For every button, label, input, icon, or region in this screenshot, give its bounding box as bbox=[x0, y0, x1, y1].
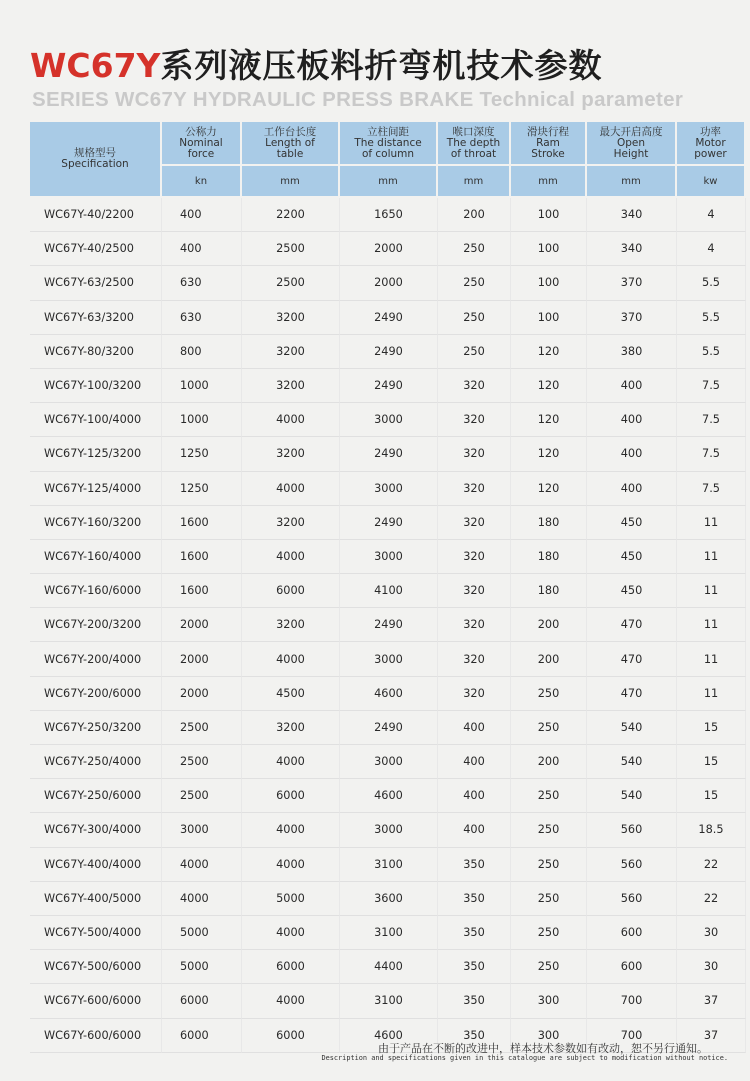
value-cell: 370 bbox=[587, 301, 677, 335]
value-cell: 320 bbox=[438, 574, 511, 608]
model-cell: WC67Y-250/4000 bbox=[30, 745, 162, 779]
value-cell: 350 bbox=[438, 916, 511, 950]
value-cell: 18.5 bbox=[677, 813, 746, 847]
model-cell: WC67Y-500/6000 bbox=[30, 950, 162, 984]
value-cell: 6000 bbox=[242, 779, 340, 813]
value-cell: 1000 bbox=[162, 403, 242, 437]
model-cell: WC67Y-40/2500 bbox=[30, 232, 162, 266]
value-cell: 320 bbox=[438, 642, 511, 676]
page-title bbox=[30, 40, 602, 87]
table-row bbox=[30, 916, 746, 950]
value-cell: 100 bbox=[511, 232, 587, 266]
value-cell: 300 bbox=[511, 1019, 587, 1053]
header-column bbox=[242, 122, 340, 166]
value-cell: 100 bbox=[511, 266, 587, 300]
header-label-en1: Nominal bbox=[179, 136, 223, 149]
table-header bbox=[30, 122, 746, 198]
model-cell: WC67Y-200/3200 bbox=[30, 608, 162, 642]
value-cell: 120 bbox=[511, 403, 587, 437]
value-cell: 7.5 bbox=[677, 369, 746, 403]
table-row bbox=[30, 232, 746, 266]
value-cell: 180 bbox=[511, 540, 587, 574]
value-cell: 11 bbox=[677, 677, 746, 711]
header-specification bbox=[30, 122, 162, 198]
value-cell: 320 bbox=[438, 437, 511, 471]
value-cell: 6000 bbox=[162, 1019, 242, 1053]
value-cell: 4000 bbox=[242, 642, 340, 676]
header-column bbox=[438, 122, 511, 166]
value-cell: 400 bbox=[587, 403, 677, 437]
header-unit: mm bbox=[340, 166, 438, 198]
value-cell: 4 bbox=[677, 198, 746, 232]
value-cell: 540 bbox=[587, 745, 677, 779]
value-cell: 1250 bbox=[162, 472, 242, 506]
title-model: WC67Y bbox=[30, 46, 161, 85]
value-cell: 600 bbox=[587, 950, 677, 984]
header-label-en1: The depth bbox=[446, 136, 501, 149]
header-unit: mm bbox=[438, 166, 511, 198]
value-cell: 250 bbox=[511, 677, 587, 711]
value-cell: 180 bbox=[511, 574, 587, 608]
value-cell: 4000 bbox=[242, 813, 340, 847]
table-row bbox=[30, 711, 746, 745]
header-label-en2: Height bbox=[613, 147, 649, 160]
value-cell: 350 bbox=[438, 1019, 511, 1053]
value-cell: 400 bbox=[587, 472, 677, 506]
header-label-en1: The distance bbox=[354, 136, 422, 149]
value-cell: 2490 bbox=[340, 369, 438, 403]
value-cell: 350 bbox=[438, 984, 511, 1018]
value-cell: 400 bbox=[438, 779, 511, 813]
value-cell: 3200 bbox=[242, 301, 340, 335]
table-row bbox=[30, 677, 746, 711]
value-cell: 120 bbox=[511, 335, 587, 369]
header-label-en: Specification bbox=[61, 158, 129, 170]
model-cell: WC67Y-250/3200 bbox=[30, 711, 162, 745]
value-cell: 37 bbox=[677, 984, 746, 1018]
value-cell: 450 bbox=[587, 540, 677, 574]
value-cell: 7.5 bbox=[677, 403, 746, 437]
value-cell: 30 bbox=[677, 916, 746, 950]
table-row bbox=[30, 506, 746, 540]
value-cell: 100 bbox=[511, 301, 587, 335]
value-cell: 5000 bbox=[162, 950, 242, 984]
value-cell: 320 bbox=[438, 677, 511, 711]
header-label-cn: 滑块行程 bbox=[527, 125, 569, 138]
value-cell: 22 bbox=[677, 882, 746, 916]
header-label-en2: Stroke bbox=[531, 147, 565, 160]
value-cell: 4 bbox=[677, 232, 746, 266]
value-cell: 2500 bbox=[242, 232, 340, 266]
value-cell: 22 bbox=[677, 848, 746, 882]
value-cell: 11 bbox=[677, 574, 746, 608]
value-cell: 3100 bbox=[340, 916, 438, 950]
table-row bbox=[30, 848, 746, 882]
model-cell: WC67Y-200/6000 bbox=[30, 677, 162, 711]
value-cell: 4600 bbox=[340, 677, 438, 711]
header-label-en2: of throat bbox=[450, 147, 497, 160]
value-cell: 560 bbox=[587, 813, 677, 847]
value-cell: 200 bbox=[511, 642, 587, 676]
value-cell: 350 bbox=[438, 848, 511, 882]
header-label-cn: 规格型号 bbox=[74, 147, 116, 159]
value-cell: 560 bbox=[587, 882, 677, 916]
table-row bbox=[30, 472, 746, 506]
table-row bbox=[30, 301, 746, 335]
value-cell: 2000 bbox=[162, 677, 242, 711]
value-cell: 250 bbox=[511, 848, 587, 882]
value-cell: 600 bbox=[587, 916, 677, 950]
value-cell: 320 bbox=[438, 403, 511, 437]
model-cell: WC67Y-125/4000 bbox=[30, 472, 162, 506]
value-cell: 3000 bbox=[340, 403, 438, 437]
value-cell: 250 bbox=[438, 335, 511, 369]
value-cell: 4400 bbox=[340, 950, 438, 984]
value-cell: 4000 bbox=[242, 472, 340, 506]
value-cell: 250 bbox=[511, 711, 587, 745]
value-cell: 3600 bbox=[340, 882, 438, 916]
value-cell: 320 bbox=[438, 540, 511, 574]
value-cell: 4000 bbox=[242, 916, 340, 950]
value-cell: 540 bbox=[587, 711, 677, 745]
header-label-en2: force bbox=[187, 147, 215, 160]
value-cell: 2490 bbox=[340, 506, 438, 540]
value-cell: 2490 bbox=[340, 301, 438, 335]
value-cell: 4000 bbox=[162, 882, 242, 916]
model-cell: WC67Y-400/5000 bbox=[30, 882, 162, 916]
model-cell: WC67Y-40/2200 bbox=[30, 198, 162, 232]
value-cell: 400 bbox=[587, 369, 677, 403]
table-row bbox=[30, 608, 746, 642]
value-cell: 4000 bbox=[162, 848, 242, 882]
model-cell: WC67Y-600/6000 bbox=[30, 984, 162, 1018]
table-row bbox=[30, 403, 746, 437]
table-body bbox=[30, 198, 746, 1053]
value-cell: 4100 bbox=[340, 574, 438, 608]
value-cell: 5000 bbox=[162, 916, 242, 950]
value-cell: 2490 bbox=[340, 711, 438, 745]
value-cell: 2500 bbox=[162, 711, 242, 745]
value-cell: 4600 bbox=[340, 779, 438, 813]
value-cell: 5000 bbox=[242, 882, 340, 916]
value-cell: 560 bbox=[587, 848, 677, 882]
value-cell: 400 bbox=[162, 232, 242, 266]
value-cell: 3200 bbox=[242, 506, 340, 540]
value-cell: 5.5 bbox=[677, 301, 746, 335]
value-cell: 3200 bbox=[242, 711, 340, 745]
header-label-en1: Motor bbox=[695, 136, 726, 149]
value-cell: 3200 bbox=[242, 369, 340, 403]
value-cell: 100 bbox=[511, 198, 587, 232]
header-label-en2: of column bbox=[361, 147, 415, 160]
model-cell: WC67Y-160/4000 bbox=[30, 540, 162, 574]
value-cell: 3200 bbox=[242, 335, 340, 369]
table-row bbox=[30, 266, 746, 300]
value-cell: 320 bbox=[438, 472, 511, 506]
value-cell: 2000 bbox=[340, 266, 438, 300]
value-cell: 250 bbox=[438, 266, 511, 300]
value-cell: 30 bbox=[677, 950, 746, 984]
value-cell: 250 bbox=[511, 882, 587, 916]
model-cell: WC67Y-250/6000 bbox=[30, 779, 162, 813]
table-row bbox=[30, 950, 746, 984]
title-chinese: 系列液压板料折弯机技术参数 bbox=[160, 46, 603, 85]
value-cell: 4000 bbox=[242, 984, 340, 1018]
table-row bbox=[30, 813, 746, 847]
value-cell: 2000 bbox=[162, 608, 242, 642]
model-cell: WC67Y-200/4000 bbox=[30, 642, 162, 676]
header-label-cn: 公称力 bbox=[185, 125, 217, 138]
table-row bbox=[30, 335, 746, 369]
model-cell: WC67Y-500/4000 bbox=[30, 916, 162, 950]
model-cell: WC67Y-300/4000 bbox=[30, 813, 162, 847]
value-cell: 380 bbox=[587, 335, 677, 369]
value-cell: 250 bbox=[438, 232, 511, 266]
value-cell: 4000 bbox=[242, 403, 340, 437]
value-cell: 3000 bbox=[340, 813, 438, 847]
value-cell: 200 bbox=[511, 745, 587, 779]
value-cell: 2500 bbox=[162, 779, 242, 813]
value-cell: 700 bbox=[587, 1019, 677, 1053]
value-cell: 250 bbox=[511, 779, 587, 813]
value-cell: 1250 bbox=[162, 437, 242, 471]
value-cell: 250 bbox=[511, 813, 587, 847]
table-row bbox=[30, 369, 746, 403]
value-cell: 3000 bbox=[162, 813, 242, 847]
model-cell: WC67Y-63/3200 bbox=[30, 301, 162, 335]
value-cell: 470 bbox=[587, 677, 677, 711]
value-cell: 400 bbox=[438, 745, 511, 779]
value-cell: 3100 bbox=[340, 984, 438, 1018]
value-cell: 1650 bbox=[340, 198, 438, 232]
value-cell: 470 bbox=[587, 608, 677, 642]
value-cell: 630 bbox=[162, 266, 242, 300]
value-cell: 3200 bbox=[242, 437, 340, 471]
header-column bbox=[162, 122, 242, 166]
value-cell: 800 bbox=[162, 335, 242, 369]
value-cell: 320 bbox=[438, 369, 511, 403]
model-cell: WC67Y-100/3200 bbox=[30, 369, 162, 403]
model-cell: WC67Y-600/6000 bbox=[30, 1019, 162, 1053]
table-row bbox=[30, 882, 746, 916]
value-cell: 1000 bbox=[162, 369, 242, 403]
value-cell: 3000 bbox=[340, 540, 438, 574]
value-cell: 400 bbox=[438, 813, 511, 847]
value-cell: 450 bbox=[587, 506, 677, 540]
value-cell: 250 bbox=[438, 301, 511, 335]
value-cell: 15 bbox=[677, 745, 746, 779]
value-cell: 400 bbox=[438, 711, 511, 745]
value-cell: 15 bbox=[677, 711, 746, 745]
value-cell: 400 bbox=[162, 198, 242, 232]
value-cell: 2000 bbox=[340, 232, 438, 266]
table-row bbox=[30, 437, 746, 471]
value-cell: 2000 bbox=[162, 642, 242, 676]
header-label-cn: 立柱间距 bbox=[367, 125, 409, 138]
value-cell: 6000 bbox=[162, 984, 242, 1018]
value-cell: 15 bbox=[677, 779, 746, 813]
value-cell: 1600 bbox=[162, 540, 242, 574]
value-cell: 300 bbox=[511, 984, 587, 1018]
value-cell: 6000 bbox=[242, 1019, 340, 1053]
header-column bbox=[587, 122, 677, 166]
value-cell: 3000 bbox=[340, 472, 438, 506]
header-unit: kw bbox=[677, 166, 746, 198]
value-cell: 340 bbox=[587, 232, 677, 266]
value-cell: 320 bbox=[438, 506, 511, 540]
value-cell: 4000 bbox=[242, 540, 340, 574]
value-cell: 4600 bbox=[340, 1019, 438, 1053]
value-cell: 470 bbox=[587, 642, 677, 676]
value-cell: 250 bbox=[511, 950, 587, 984]
table-row bbox=[30, 745, 746, 779]
header-unit: mm bbox=[511, 166, 587, 198]
value-cell: 5.5 bbox=[677, 335, 746, 369]
value-cell: 7.5 bbox=[677, 472, 746, 506]
header-unit: mm bbox=[587, 166, 677, 198]
header-label-cn: 最大开启高度 bbox=[599, 125, 663, 138]
header-label-en1: Length of bbox=[265, 136, 315, 149]
value-cell: 450 bbox=[587, 574, 677, 608]
value-cell: 120 bbox=[511, 472, 587, 506]
footer-note-chinese: 由于产品在不断的改进中，样本技术参数如有改动，恕不另行通知。 bbox=[378, 1042, 708, 1055]
value-cell: 200 bbox=[438, 198, 511, 232]
value-cell: 4500 bbox=[242, 677, 340, 711]
value-cell: 11 bbox=[677, 608, 746, 642]
header-label-en1: Open bbox=[616, 136, 646, 149]
value-cell: 700 bbox=[587, 984, 677, 1018]
value-cell: 6000 bbox=[242, 950, 340, 984]
table-row bbox=[30, 574, 746, 608]
value-cell: 2500 bbox=[242, 266, 340, 300]
model-cell: WC67Y-63/2500 bbox=[30, 266, 162, 300]
header-label-en2: table bbox=[276, 147, 304, 160]
value-cell: 180 bbox=[511, 506, 587, 540]
model-cell: WC67Y-100/4000 bbox=[30, 403, 162, 437]
table-row bbox=[30, 642, 746, 676]
header-label-cn: 喉口深度 bbox=[452, 125, 495, 138]
header-column bbox=[340, 122, 438, 166]
value-cell: 120 bbox=[511, 369, 587, 403]
table-row bbox=[30, 540, 746, 574]
value-cell: 540 bbox=[587, 779, 677, 813]
value-cell: 11 bbox=[677, 506, 746, 540]
header-label-cn: 功率 bbox=[700, 125, 721, 138]
header-label-en2: power bbox=[694, 147, 727, 160]
value-cell: 200 bbox=[511, 608, 587, 642]
table-row bbox=[30, 984, 746, 1018]
value-cell: 11 bbox=[677, 642, 746, 676]
header-column bbox=[677, 122, 746, 166]
table-row bbox=[30, 198, 746, 232]
header-unit: mm bbox=[242, 166, 340, 198]
value-cell: 2200 bbox=[242, 198, 340, 232]
footer-note-english: Description and specifications given in this catalogue are subject to modification without notice. bbox=[321, 1054, 728, 1062]
value-cell: 370 bbox=[587, 266, 677, 300]
value-cell: 2490 bbox=[340, 335, 438, 369]
value-cell: 350 bbox=[438, 882, 511, 916]
value-cell: 2490 bbox=[340, 437, 438, 471]
value-cell: 350 bbox=[438, 950, 511, 984]
value-cell: 120 bbox=[511, 437, 587, 471]
value-cell: 340 bbox=[587, 198, 677, 232]
model-cell: WC67Y-80/3200 bbox=[30, 335, 162, 369]
page-subtitle: SERIES WC67Y HYDRAULIC PRESS BRAKE Technical parameter bbox=[32, 88, 684, 111]
header-unit: kn bbox=[162, 166, 242, 198]
value-cell: 11 bbox=[677, 540, 746, 574]
table-row bbox=[30, 779, 746, 813]
value-cell: 630 bbox=[162, 301, 242, 335]
value-cell: 7.5 bbox=[677, 437, 746, 471]
value-cell: 37 bbox=[677, 1019, 746, 1053]
model-cell: WC67Y-160/6000 bbox=[30, 574, 162, 608]
model-cell: WC67Y-400/4000 bbox=[30, 848, 162, 882]
value-cell: 5.5 bbox=[677, 266, 746, 300]
spec-table bbox=[30, 122, 746, 1053]
value-cell: 1600 bbox=[162, 506, 242, 540]
value-cell: 2500 bbox=[162, 745, 242, 779]
value-cell: 3000 bbox=[340, 642, 438, 676]
value-cell: 3100 bbox=[340, 848, 438, 882]
value-cell: 400 bbox=[587, 437, 677, 471]
header-label-en1: Ram bbox=[536, 136, 560, 149]
header-label-cn: 工作台长度 bbox=[263, 125, 317, 138]
value-cell: 250 bbox=[511, 916, 587, 950]
value-cell: 3200 bbox=[242, 608, 340, 642]
model-cell: WC67Y-160/3200 bbox=[30, 506, 162, 540]
value-cell: 4000 bbox=[242, 848, 340, 882]
header-column bbox=[511, 122, 587, 166]
value-cell: 320 bbox=[438, 608, 511, 642]
value-cell: 6000 bbox=[242, 574, 340, 608]
value-cell: 1600 bbox=[162, 574, 242, 608]
value-cell: 2490 bbox=[340, 608, 438, 642]
value-cell: 4000 bbox=[242, 745, 340, 779]
value-cell: 3000 bbox=[340, 745, 438, 779]
model-cell: WC67Y-125/3200 bbox=[30, 437, 162, 471]
